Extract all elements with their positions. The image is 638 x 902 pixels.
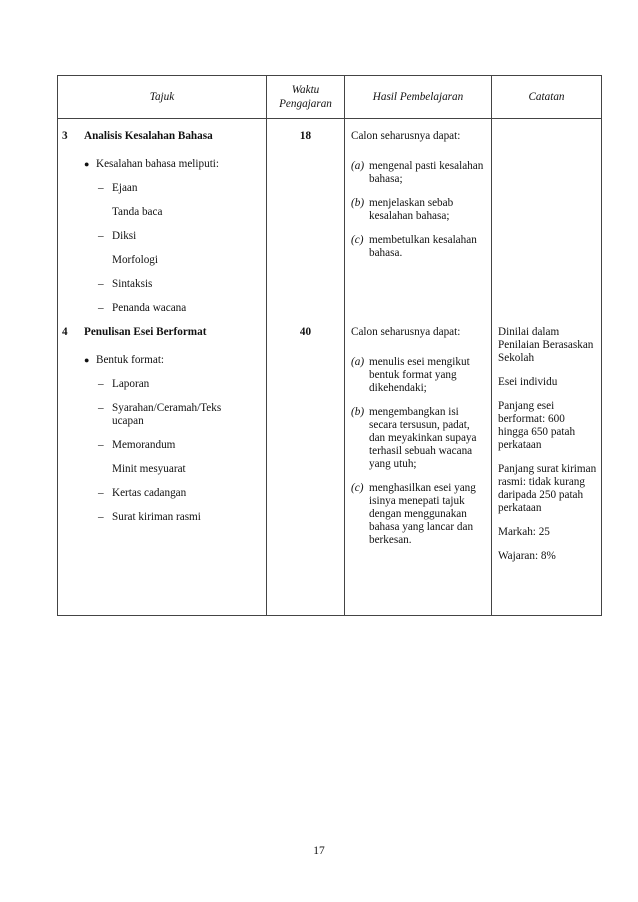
- header-row: [58, 76, 602, 119]
- dash-mark: –: [98, 439, 104, 451]
- subitem-text: Syarahan/Ceramah/Teks ucapan: [112, 402, 222, 427]
- outcome-item: [345, 234, 491, 260]
- subitem-text: Diksi: [112, 230, 137, 242]
- outcome-text: menulis esei mengikut bentuk format yang dikehendaki;: [369, 356, 470, 394]
- dash-mark: –: [98, 230, 104, 242]
- note-item: Panjang surat kiriman rasmi: tidak kurang daripada 250 patah perkataan: [498, 463, 597, 514]
- header-hours-text: Waktu Pengajaran: [279, 84, 332, 110]
- topic-subitem: [58, 302, 266, 315]
- note-item: Esei individu: [498, 376, 558, 388]
- outcome-text: mengembangkan isi secara tersusun, padat, dan meyakinkan supaya terhasil sebuah wacana yang utuh;: [369, 406, 477, 470]
- subitem-text: Minit mesyuarat: [112, 463, 186, 475]
- outcomes-cell: [345, 315, 492, 615]
- topic-subitem: [58, 463, 266, 476]
- topic-heading: [58, 326, 266, 339]
- hours-cell: [267, 119, 345, 316]
- outcome-label: (a): [351, 160, 365, 172]
- outcome-text: mengenal pasti kesalahan bahasa;: [369, 160, 484, 185]
- dash-mark: –: [98, 402, 104, 414]
- dash-mark: –: [98, 378, 104, 390]
- subitem-text: Penanda wacana: [112, 302, 187, 314]
- syllabus-table: [57, 75, 602, 616]
- bullet-text: Kesalahan bahasa meliputi:: [96, 158, 220, 170]
- note-item: Panjang esei berformat: 600 hingga 650 patah perkataan: [498, 400, 576, 451]
- topic-bullet: [58, 158, 266, 171]
- note-item: Markah: 25: [498, 526, 550, 538]
- subitem-text: Tanda baca: [112, 206, 163, 218]
- note-item: Dinilai dalam Penilaian Berasaskan Sekolah: [498, 326, 594, 364]
- note-item: Wajaran: 8%: [498, 550, 556, 562]
- outcome-item: [345, 406, 491, 471]
- topic-subitem: [58, 254, 266, 267]
- outcome-item: [345, 482, 491, 547]
- header-notes: Catatan: [492, 76, 602, 119]
- topic-cell: [58, 119, 267, 316]
- topic-subitem: [58, 487, 266, 500]
- subitem-text: Morfologi: [112, 254, 158, 266]
- topic-subitem: [58, 378, 266, 391]
- outcome-text: menghasilkan esei yang isinya menepati tajuk dengan menggunakan bahasa yang lancar dan berkesan.: [369, 482, 476, 546]
- outcome-item: [345, 160, 491, 186]
- topic-number: 4: [62, 326, 68, 338]
- topic-subitem: [58, 511, 266, 524]
- dash-mark: –: [98, 487, 104, 499]
- subitem-text: Laporan: [112, 378, 150, 390]
- subitem-text: Ejaan: [112, 182, 138, 194]
- topic-bullet: [58, 354, 266, 367]
- subitem-text: Sintaksis: [112, 278, 153, 290]
- topic-subitem: [58, 278, 266, 291]
- subitem-text: Memorandum: [112, 439, 176, 451]
- topic-subitem: [58, 402, 266, 428]
- header-outcomes: Hasil Pembelajaran: [345, 76, 492, 119]
- outcomes-intro: Calon seharusnya dapat:: [351, 130, 461, 142]
- dash-mark: –: [98, 511, 104, 523]
- teaching-hours: 18: [299, 130, 312, 142]
- subitem-text: Surat kiriman rasmi: [112, 511, 201, 523]
- topic-subitem: [58, 230, 266, 243]
- syllabus-row: [58, 119, 602, 316]
- topic-title: Analisis Kesalahan Bahasa: [84, 130, 213, 142]
- bullet-text: Bentuk format:: [96, 354, 165, 366]
- dash-mark: –: [98, 182, 104, 194]
- outcome-label: (b): [351, 406, 365, 418]
- topic-heading: [58, 130, 266, 143]
- outcome-label: (c): [351, 482, 364, 494]
- topic-number: 3: [62, 130, 68, 142]
- notes-cell: [492, 119, 602, 316]
- subitem-text: Kertas cadangan: [112, 487, 187, 499]
- syllabus-row: [58, 315, 602, 615]
- outcome-text: menjelaskan sebab kesalahan bahasa;: [369, 197, 454, 222]
- topic-cell: [58, 315, 267, 615]
- dash-mark: –: [98, 302, 104, 314]
- notes-cell: [492, 315, 602, 615]
- teaching-hours: 40: [299, 326, 312, 338]
- bullet-icon: ●: [84, 355, 90, 365]
- dash-mark: –: [98, 278, 104, 290]
- topic-subitem: [58, 206, 266, 219]
- outcome-item: [345, 197, 491, 223]
- bullet-icon: ●: [84, 159, 90, 169]
- header-hours: [267, 76, 345, 119]
- page-number: 17: [313, 845, 325, 857]
- header-topic: Tajuk: [58, 76, 267, 119]
- outcome-text: membetulkan kesalahan bahasa.: [369, 234, 477, 259]
- outcome-label: (b): [351, 197, 365, 209]
- outcomes-cell: [345, 119, 492, 316]
- outcome-label: (a): [351, 356, 365, 368]
- topic-title: Penulisan Esei Berformat: [84, 326, 207, 338]
- outcome-item: [345, 356, 491, 395]
- outcome-label: (c): [351, 234, 364, 246]
- topic-subitem: [58, 439, 266, 452]
- topic-subitem: [58, 182, 266, 195]
- outcomes-intro: Calon seharusnya dapat:: [351, 326, 461, 338]
- hours-cell: [267, 315, 345, 615]
